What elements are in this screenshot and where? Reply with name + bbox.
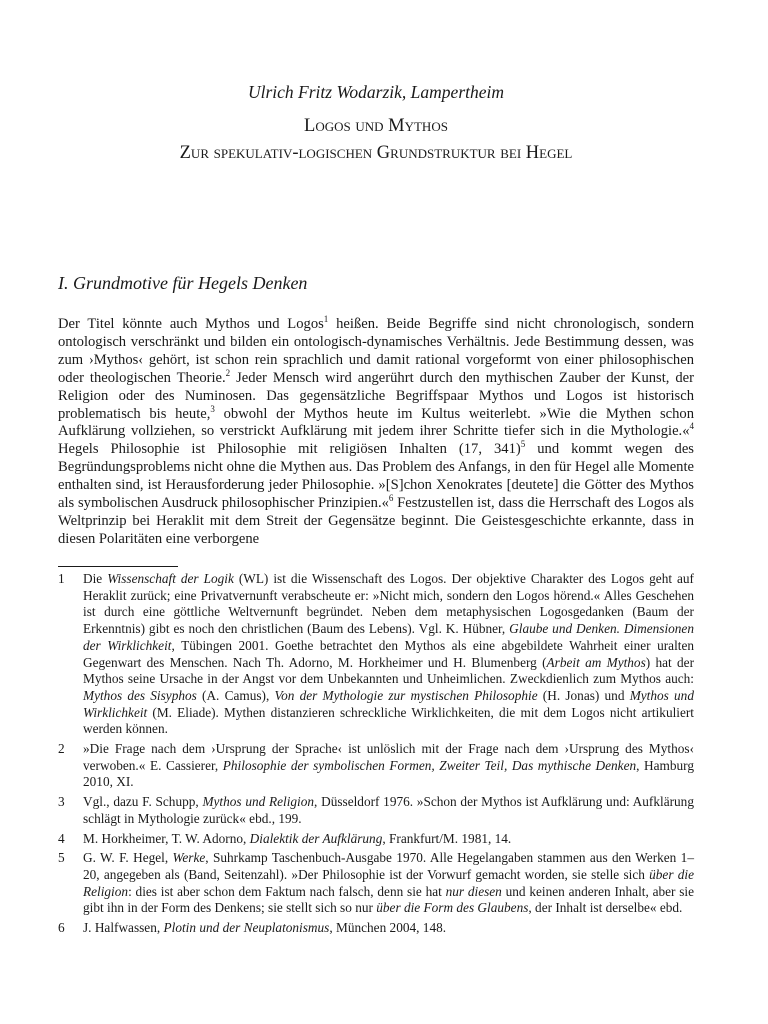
author-line: Ulrich Fritz Wodarzik, Lampertheim (247, 82, 505, 102)
footnote-italic-title: Mythos des Sisyphos (83, 687, 197, 703)
body-text: Festzustellen ist, dass die Herrschaft des Logos als Weltprinzip bei Heraklit mit dem Streit der Gegensätze beginnt. Die Geistesgeschichte erkannte, dass in diesen Polaritäten eine verborgene (58, 495, 694, 547)
footnote-text: ) hat der Mythos seine Ursache in der Angst vor dem Unbekannten und Unheimlichen. Zweckdienlich zum Mythos auch: (83, 654, 694, 687)
footnotes (58, 571, 694, 940)
footnote-item (58, 741, 694, 791)
footnote-text: , Frankfurt/M. 1981, 14. (382, 830, 512, 846)
footnote-text: , München 2004, 148. (329, 920, 447, 936)
footnote-marker[interactable]: 1 (323, 314, 329, 325)
body-text: und kommt wegen des Begründungsproblems nicht ohne die Mythen aus. Das Problem des Anfangs, in den für Hegel alle Momente enthalten sind, ist Herausforderung jeder Philosophie. »[S]chon Xenokrates [deutete] die Götter des Mythos als symbolischen Ausdruck philosophischer Prinzipien.« (58, 441, 694, 512)
footnote-italic-title: Philosophie der symbolischen Formen, Zweiter Teil, Das mythische Denken (222, 757, 637, 773)
footnote-text: J. Halfwassen, (83, 920, 164, 936)
footnote-text: (M. Eliade). Mythen distanzieren schreckliche Wirklichkeiten, die mit dem Logos nicht artikuliert werden können. (83, 704, 694, 737)
footnote-text: , Düsseldorf 1976. »Schon der Mythos ist Aufklärung und: Aufklärung schlägt in Mythologie zurück« ebd., 199. (83, 794, 694, 826)
footnote-text: Die (83, 571, 108, 586)
footnote-italic-title: Dialektik der Aufklärung (249, 830, 383, 846)
footnote-text (83, 571, 694, 738)
footnote-text (83, 850, 694, 917)
footnote-marker[interactable]: 6 (388, 493, 394, 504)
footnote-text: und keinen anderen Inhalt, aber sie gibt ihn in der Form des Denkens; sie stellt sich so nur (83, 883, 695, 916)
footnote-text: M. Horkheimer, T. W. Adorno, (83, 830, 250, 846)
footnote-text: G. W. F. Hegel, (83, 850, 173, 866)
footnote-text: (WL) ist die Wissenschaft des Logos. Der objektive Charakter des Logos geht auf Heraklit zurück; eine Privatvernunft verabscheute er: »Nicht mich, sondern den Logos hörend.« Alles Geschehen ist durch eine göttliche Weltvernunft begründet. Neben dem metaphysischen Logosgedanken (Baum der Erkenntnis) gibt es noch den christlichen (Baum des Lebens). Vgl. K. Hübner, (83, 571, 694, 637)
footnote-text: (H. Jonas) und (537, 687, 630, 703)
footnote-marker[interactable]: 3 (210, 403, 215, 414)
footnote-text: Vgl., dazu F. Schupp, (83, 794, 203, 810)
footnote-item (58, 571, 694, 738)
footnote-italic-title: nur diesen (445, 883, 502, 899)
footnote-text: : dies ist aber schon dem Faktum nach falsch, denn sie hat (128, 883, 446, 899)
footnote-number: 5 (58, 850, 65, 866)
footnote-marker[interactable]: 4 (689, 421, 694, 432)
footnote-text: , Tübingen 2001. Goethe betrachtet den Mythos als eine abgebildete Wahrheit einer uralten Gegenwart des Menschen. Nach Th. Adorno, M. Horkheimer und H. Blumenberg ( (83, 637, 695, 670)
footnote-italic-title: über die Religion (83, 866, 694, 899)
footnote-italic-title: Arbeit am Mythos (546, 654, 646, 670)
body-text: Jeder Mensch wird angerührt durch den mythischen Zauber der Kunst, der Religion oder des Numinosen. Das gegensätzliche Begriffspaar Mythos und Logos ist historisch problematisch bis heute, (58, 369, 695, 422)
body-text: Hegels Philosophie ist Philosophie mit religiösen Inhalten (17, 341) (58, 441, 521, 458)
footnote-text (83, 794, 694, 827)
footnote-text (83, 831, 694, 848)
footnote-marker[interactable]: 2 (225, 367, 231, 378)
footnote-text: , Hamburg 2010, XI. (83, 757, 694, 790)
body-paragraph (58, 316, 694, 549)
footnote-italic-title: über die Form des Glaubens (376, 900, 529, 916)
footnote-text (83, 741, 694, 791)
footnote-separator (58, 566, 178, 567)
footnote-text (83, 920, 694, 937)
footnote-number: 3 (58, 794, 65, 810)
paper-subtitle: Zur spekulativ-logischen Grundstruktur bei Hegel (179, 143, 573, 163)
footnote-italic-title: Wissenschaft der Logik (107, 571, 234, 586)
footnote-italic-title: Von der Mythologie zur mystischen Philosophie (274, 687, 538, 703)
footnote-italic-title: Mythos und Wirklichkeit (83, 687, 694, 720)
footnote-number: 4 (58, 830, 65, 846)
footnote-text: (A. Camus), (196, 687, 275, 703)
footnote-item (58, 850, 694, 917)
footnote-item (58, 831, 694, 848)
footnote-number: 2 (58, 741, 65, 757)
footnote-italic-title: Mythos und Religion (202, 794, 315, 810)
footnote-item (58, 794, 694, 827)
footnote-text: , Suhrkamp Taschenbuch-Ausgabe 1970. Alle Hegelangaben stammen aus den Werken 1–20, angegeben als (Band, Seitenzahl). »Der Philosophie ist der Vorwurf gemacht worden, sie stelle sich (83, 850, 694, 882)
footnote-text: »Die Frage nach dem ›Ursprung der Sprache‹ ist unlöslich mit der Frage nach dem ›Ursprung des Mythos‹ verwoben.« E. Cassierer, (83, 741, 694, 773)
footnote-text: , der Inhalt ist derselbe« ebd. (528, 900, 683, 916)
section-heading: I. Grundmotive für Hegels Denken (58, 273, 308, 293)
footnote-number: 6 (58, 920, 65, 936)
paper-title: Logos und Mythos (304, 116, 448, 136)
body-text: heißen. Beide Begriffe sind nicht chronologisch, sondern ontologisch verschränkt und bilden ein ontologisch-dynamisches Verhältnis. Jede Bestimmung dessen, was zum ›Mythos‹ gehört, ist schon rein sprachlich und damit rational vorgeformt von einer philosophischen oder theologischen Theorie. (58, 316, 694, 386)
footnote-marker[interactable]: 5 (520, 439, 526, 450)
body-text: Der Titel könnte auch Mythos und Logos (58, 316, 324, 332)
footnote-italic-title: Glaube und Denken. Dimensionen der Wirklichkeit (83, 621, 694, 653)
footnote-italic-title: Plotin und der Neuplatonismus (163, 920, 330, 936)
body-text: obwohl der Mythos heute im Kultus weiterlebt. »Wie die Mythen schon Aufklärung vollziehen, so verstrickt Aufklärung mit jedem ihrer Schritte tiefer sich in die Mythologie.« (58, 405, 694, 440)
footnote-number: 1 (58, 571, 65, 586)
footnote-item (58, 920, 694, 937)
footnote-italic-title: Werke (172, 850, 206, 866)
